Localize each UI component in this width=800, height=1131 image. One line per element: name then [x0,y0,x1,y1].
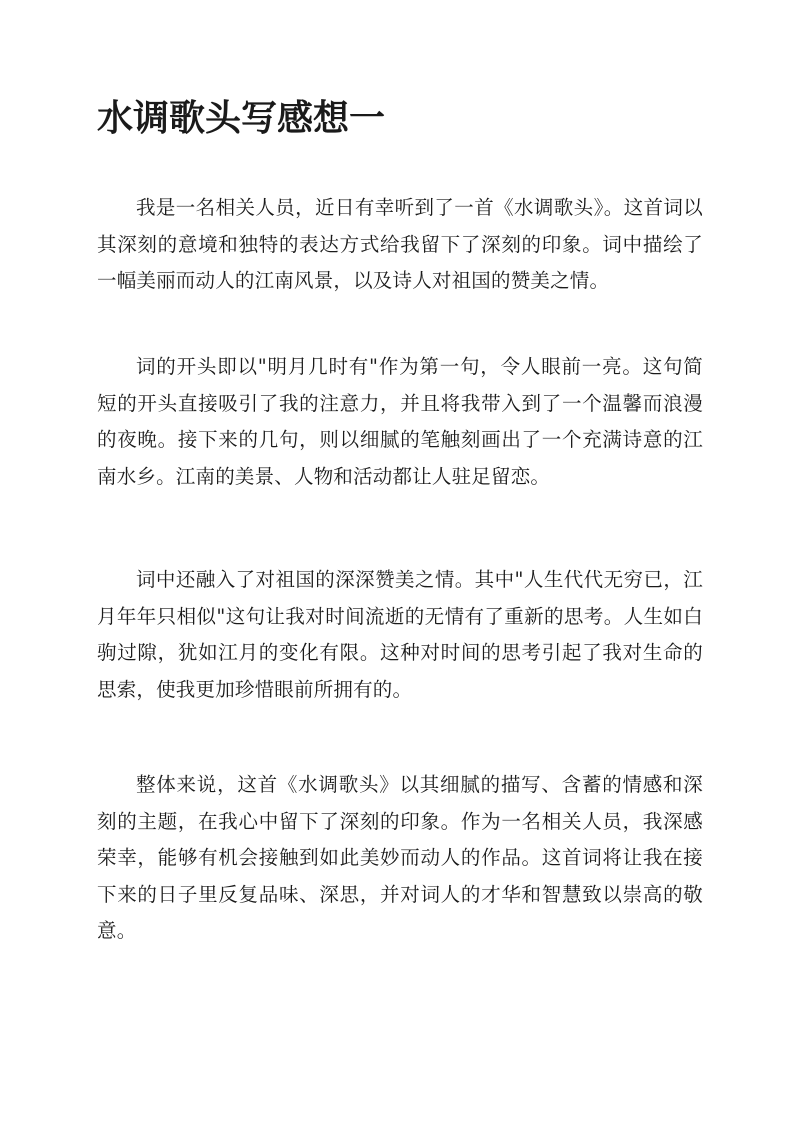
paragraph-1: 我是一名相关人员，近日有幸听到了一首《水调歌头》。这首词以其深刻的意境和独特的表达方式给我留下了深刻的印象。词中描绘了一幅美丽而动人的江南风景，以及诗人对祖国的赞美之情。 [97,196,703,292]
paragraph-2: 词的开头即以"明月几时有"作为第一句，令人眼前一亮。这句简短的开头直接吸引了我的注意力，并且将我带入到了一个温馨而浪漫的夜晚。接下来的几句，则以细腻的笔触刻画出了一个充满诗意的江南水乡。江南的美景、人物和活动都让人驻足留恋。 [97,355,703,488]
page-title: 水调歌头写感想一 [97,97,386,139]
paragraph-3: 词中还融入了对祖国的深深赞美之情。其中"人生代代无穷已，江月年年只相似"这句让我对时间流逝的无情有了重新的思考。人生如白驹过隙，犹如江月的变化有限。这种对时间的思考引起了我对生命的思索，使我更加珍惜眼前所拥有的。 [97,568,703,701]
paragraph-4: 整体来说，这首《水调歌头》以其细腻的描写、含蓄的情感和深刻的主题，在我心中留下了深刻的印象。作为一名相关人员，我深感荣幸，能够有机会接触到如此美妙而动人的作品。这首词将让我在接下来的日子里反复品味、深思，并对词人的才华和智慧致以崇高的敬意。 [97,773,703,942]
